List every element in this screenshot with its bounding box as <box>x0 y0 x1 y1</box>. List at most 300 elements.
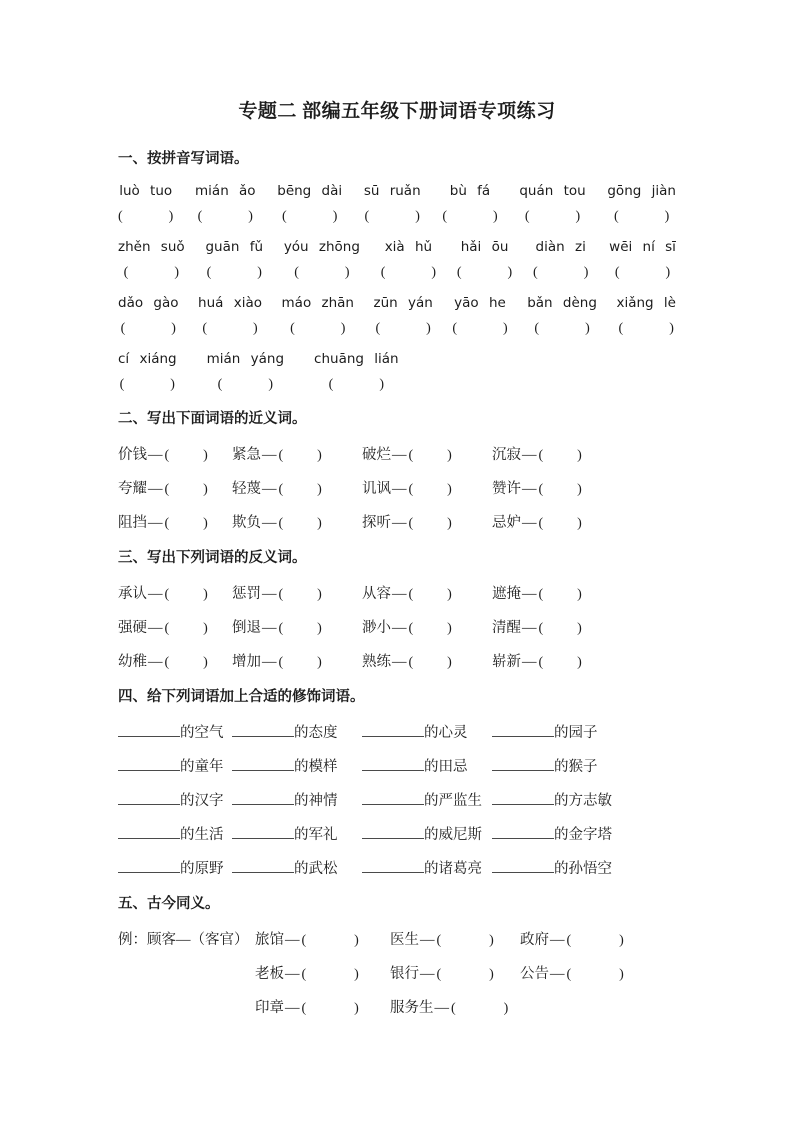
fill-in-blank-line <box>232 859 294 873</box>
pinyin-word: guān fǔ <box>205 239 264 255</box>
paren-open: ( <box>301 967 307 982</box>
modifier-item <box>492 755 676 776</box>
answer-blank <box>282 209 337 225</box>
paren-close: ) <box>170 377 175 392</box>
pinyin-word: yāo he <box>454 295 506 311</box>
section-5-heading: 五、古今同义。 <box>118 896 220 912</box>
dash: — <box>522 654 537 670</box>
paren-close: ) <box>447 587 452 602</box>
pinyin-row <box>118 351 676 393</box>
antonym-item <box>492 616 676 637</box>
pinyin-word: bǎn dèng <box>527 295 597 311</box>
noun-label: 的汉字 <box>180 793 224 809</box>
answer-blank <box>567 933 624 949</box>
paren-close: ) <box>489 933 494 948</box>
antonym-item <box>362 650 492 671</box>
answer-blank <box>202 321 257 337</box>
paren-open: ( <box>278 621 284 636</box>
paren-open: ( <box>538 448 544 463</box>
answer-blank <box>279 516 322 532</box>
paren-open: ( <box>164 655 170 670</box>
word-label: 医生 <box>390 932 419 948</box>
dash: — <box>262 481 277 497</box>
answer-blank <box>381 265 436 281</box>
paren-close: ) <box>431 265 437 280</box>
word-label: 沉寂 <box>492 447 521 463</box>
answer-blank <box>290 321 345 337</box>
word-row <box>118 511 676 532</box>
paren-open: ( <box>278 655 284 670</box>
dash: — <box>262 654 277 670</box>
answer-blank <box>539 448 582 464</box>
word-row <box>118 650 676 671</box>
modifier-item <box>362 789 492 810</box>
noun-label: 的模样 <box>294 759 338 775</box>
modifier-item <box>492 789 676 810</box>
pinyin-word-unit <box>118 351 177 393</box>
paren-close: ) <box>203 448 208 463</box>
word-label: 旅馆 <box>255 932 284 948</box>
modifier-row <box>118 755 676 776</box>
answer-blank <box>409 482 452 498</box>
modifier-item <box>362 721 492 742</box>
answer-blank <box>539 482 582 498</box>
paren-close: ) <box>171 321 176 336</box>
word-label: 政府 <box>520 932 549 948</box>
dash: — <box>262 447 277 463</box>
ancient-modern-item <box>255 928 390 949</box>
answer-blank <box>409 655 452 671</box>
paren-close: ) <box>665 265 671 280</box>
dash: — <box>420 966 435 982</box>
fill-in-blank-line <box>362 859 424 873</box>
paren-close: ) <box>317 655 322 670</box>
answer-blank <box>279 448 322 464</box>
modifier-item <box>232 721 362 742</box>
paren-open: ( <box>524 209 530 224</box>
pinyin-word-unit <box>442 183 497 225</box>
paren-close: ) <box>585 321 590 336</box>
synonym-item <box>362 477 492 498</box>
antonym-item <box>362 582 492 603</box>
paren-open: ( <box>120 321 126 336</box>
noun-label: 的诸葛亮 <box>424 861 482 877</box>
paren-open: ( <box>118 209 123 224</box>
pinyin-word: bēng dài <box>277 183 343 199</box>
antonym-item <box>492 582 676 603</box>
answer-blank <box>120 377 175 393</box>
antonym-item <box>118 582 232 603</box>
pinyin-word: dǎo gào <box>118 295 179 311</box>
pinyin-word: chuāng lián <box>314 351 399 367</box>
paren-open: ( <box>278 482 284 497</box>
pinyin-word-unit <box>452 295 507 337</box>
answer-blank <box>409 448 452 464</box>
fill-in-blank-line <box>118 825 180 839</box>
fill-in-blank-line <box>492 825 554 839</box>
word-label: 忌妒 <box>492 515 521 531</box>
paren-open: ( <box>451 1001 456 1016</box>
paren-close: ) <box>577 621 582 636</box>
paren-open: ( <box>164 516 170 531</box>
pinyin-word: máo zhān <box>281 295 354 311</box>
paren-open: ( <box>618 321 624 336</box>
paren-close: ) <box>317 587 322 602</box>
noun-label: 的金字塔 <box>554 827 612 843</box>
paren-close: ) <box>203 655 208 670</box>
paren-open: ( <box>301 1001 307 1016</box>
paren-close: ) <box>257 265 262 280</box>
paren-close: ) <box>168 209 174 224</box>
noun-label: 的猴子 <box>554 759 598 775</box>
paren-close: ) <box>317 621 322 636</box>
section-2-heading: 二、写出下面词语的近义词。 <box>118 411 307 427</box>
word-label: 公告 <box>520 966 549 982</box>
paren-open: ( <box>206 265 212 280</box>
pinyin-word-unit <box>616 295 676 337</box>
modifier-item <box>232 755 362 776</box>
pinyin-word-unit <box>118 183 173 225</box>
answer-blank <box>302 1001 359 1017</box>
word-label: 探听 <box>362 515 391 531</box>
paren-close: ) <box>268 377 273 392</box>
modifier-item <box>492 857 676 878</box>
dash: — <box>522 620 537 636</box>
paren-close: ) <box>426 321 431 336</box>
answer-blank <box>539 655 582 671</box>
dash: — <box>522 586 537 602</box>
word-label: 赞许 <box>492 481 521 497</box>
answer-blank <box>165 482 208 498</box>
modifier-item <box>492 721 676 742</box>
paren-close: ) <box>503 321 508 336</box>
pinyin-word: xià hǔ <box>384 239 433 255</box>
paren-close: ) <box>332 209 338 224</box>
pinyin-word: bù fá <box>449 183 491 199</box>
paren-open: ( <box>533 265 538 280</box>
paren-close: ) <box>248 209 253 224</box>
dash: — <box>148 620 163 636</box>
paren-close: ) <box>447 655 452 670</box>
paren-close: ) <box>203 587 208 602</box>
section-4-heading: 四、给下列词语加上合适的修饰词语。 <box>118 689 365 705</box>
paren-close: ) <box>447 482 452 497</box>
paren-open: ( <box>282 209 287 224</box>
answer-blank <box>525 209 580 225</box>
word-label: 强硬 <box>118 620 147 636</box>
paren-open: ( <box>217 377 223 392</box>
word-label: 印章 <box>255 1000 284 1016</box>
paren-close: ) <box>619 933 624 948</box>
synonym-item <box>492 511 676 532</box>
paren-open: ( <box>278 448 284 463</box>
modifier-row <box>118 789 676 810</box>
paren-open: ( <box>566 967 572 982</box>
dash: — <box>148 515 163 531</box>
noun-label: 的心灵 <box>424 725 468 741</box>
paren-open: ( <box>197 209 203 224</box>
ancient-modern-item <box>255 962 390 983</box>
ancient-modern-item <box>520 928 676 949</box>
synonym-item <box>118 443 232 464</box>
pinyin-word: zūn yán <box>373 295 433 311</box>
modifier-row <box>118 721 676 742</box>
dash: — <box>262 515 277 531</box>
word-label: 紧急 <box>232 447 261 463</box>
pinyin-word: hǎi ōu <box>460 239 509 255</box>
modifier-item <box>118 755 232 776</box>
noun-label: 的武松 <box>294 861 338 877</box>
pinyin-word-unit <box>533 239 588 281</box>
paren-close: ) <box>379 377 384 392</box>
paren-close: ) <box>415 209 420 224</box>
paren-close: ) <box>575 209 581 224</box>
synonym-item <box>492 477 676 498</box>
answer-blank <box>539 621 582 637</box>
word-label: 服务生 <box>390 1000 434 1016</box>
fill-in-blank-line <box>492 791 554 805</box>
ancient-modern-row <box>118 996 676 1017</box>
paren-open: ( <box>408 587 414 602</box>
word-label: 幼稚 <box>118 654 147 670</box>
dash: — <box>420 932 435 948</box>
noun-label: 的严监生 <box>424 793 482 809</box>
paren-open: ( <box>294 265 299 280</box>
answer-blank <box>294 265 349 281</box>
pinyin-word-unit <box>198 295 262 337</box>
noun-label: 的军礼 <box>294 827 338 843</box>
paren-close: ) <box>317 448 322 463</box>
answer-blank <box>567 967 624 983</box>
fill-in-blank-line <box>492 859 554 873</box>
pinyin-word: mián ǎo <box>195 183 256 199</box>
pinyin-word-unit <box>277 183 342 225</box>
modifier-item <box>232 823 362 844</box>
paren-close: ) <box>577 655 582 670</box>
answer-blank <box>437 933 494 949</box>
paren-close: ) <box>447 516 452 531</box>
word-label: 从容 <box>362 586 391 602</box>
pinyin-word: yóu zhōng <box>283 239 360 255</box>
dash: — <box>285 966 300 982</box>
paren-open: ( <box>278 587 284 602</box>
word-label: 欺负 <box>232 515 261 531</box>
paren-close: ) <box>354 1001 359 1016</box>
answer-blank <box>279 587 322 603</box>
answer-blank <box>207 265 262 281</box>
modifier-item <box>492 823 676 844</box>
word-label: 崭新 <box>492 654 521 670</box>
fill-in-blank-line <box>118 791 180 805</box>
fill-in-blank-line <box>118 723 180 737</box>
paren-open: ( <box>436 967 442 982</box>
answer-blank <box>451 1001 508 1017</box>
paren-open: ( <box>408 482 414 497</box>
noun-label: 的空气 <box>180 725 224 741</box>
paren-open: ( <box>164 448 170 463</box>
ancient-modern-item <box>390 928 520 949</box>
fill-in-blank-line <box>232 825 294 839</box>
answer-blank <box>302 933 359 949</box>
word-row <box>118 477 676 498</box>
answer-blank <box>539 516 582 532</box>
fill-in-blank-line <box>232 723 294 737</box>
fill-in-blank-line <box>492 723 554 737</box>
ancient-modern-exercise <box>118 928 676 1017</box>
pinyin-word: diàn zi <box>535 239 586 255</box>
noun-label: 的孙悟空 <box>554 861 612 877</box>
dash: — <box>262 620 277 636</box>
example-item: 例：顾客—（客官） <box>118 932 249 948</box>
ancient-modern-row <box>118 962 676 983</box>
dash: — <box>392 447 407 463</box>
paren-close: ) <box>174 265 179 280</box>
modifier-item <box>232 789 362 810</box>
answer-blank <box>409 621 452 637</box>
dash: — <box>550 932 565 948</box>
answer-blank <box>619 321 674 337</box>
answer-blank <box>437 967 494 983</box>
paren-open: ( <box>375 321 381 336</box>
answer-blank <box>457 265 512 281</box>
pinyin-word-unit <box>457 239 512 281</box>
paren-close: ) <box>344 265 350 280</box>
noun-label: 的童年 <box>180 759 224 775</box>
word-label: 惩罚 <box>232 586 261 602</box>
paren-open: ( <box>538 655 544 670</box>
paren-close: ) <box>203 516 208 531</box>
pinyin-row <box>118 183 676 225</box>
paren-open: ( <box>408 516 414 531</box>
paren-open: ( <box>456 265 462 280</box>
pinyin-word-unit <box>195 183 256 225</box>
word-label: 轻蔑 <box>232 481 261 497</box>
modifier-item <box>118 789 232 810</box>
modifier-item <box>118 857 232 878</box>
paren-open: ( <box>328 377 334 392</box>
synonym-item <box>492 443 676 464</box>
noun-label: 的神情 <box>294 793 338 809</box>
pinyin-row <box>118 295 676 337</box>
dash: — <box>392 481 407 497</box>
dash: — <box>148 447 163 463</box>
antonym-item <box>118 650 232 671</box>
answer-blank <box>279 655 322 671</box>
modifier-item <box>118 823 232 844</box>
word-label: 渺小 <box>362 620 391 636</box>
paren-open: ( <box>538 516 544 531</box>
paren-open: ( <box>119 377 125 392</box>
antonym-item <box>118 616 232 637</box>
pinyin-word: zhěn suǒ <box>118 239 185 255</box>
paren-open: ( <box>164 587 170 602</box>
paren-close: ) <box>317 482 322 497</box>
antonym-exercise <box>118 582 676 671</box>
paren-open: ( <box>538 587 544 602</box>
pinyin-word-unit <box>381 239 436 281</box>
answer-blank <box>409 516 452 532</box>
ancient-modern-row <box>118 928 676 949</box>
modifier-exercise <box>118 721 676 878</box>
answer-blank <box>124 265 179 281</box>
pinyin-word-unit <box>284 239 360 281</box>
word-row <box>118 443 676 464</box>
fill-in-blank-line <box>362 825 424 839</box>
answer-blank <box>165 516 208 532</box>
word-label: 银行 <box>390 966 419 982</box>
paren-close: ) <box>492 209 498 224</box>
word-label: 夸耀 <box>118 481 147 497</box>
answer-blank <box>165 587 208 603</box>
paren-close: ) <box>340 321 346 336</box>
dash: — <box>285 932 300 948</box>
answer-blank <box>198 209 253 225</box>
paren-open: ( <box>613 209 619 224</box>
paren-close: ) <box>577 516 582 531</box>
paren-open: ( <box>614 265 620 280</box>
modifier-row <box>118 857 676 878</box>
paren-close: ) <box>203 482 208 497</box>
ancient-modern-item <box>520 962 676 983</box>
word-label: 价钱 <box>118 447 147 463</box>
dash: — <box>392 654 407 670</box>
antonym-item <box>362 616 492 637</box>
pinyin-row <box>118 239 676 281</box>
dash: — <box>392 586 407 602</box>
paren-open: ( <box>202 321 207 336</box>
answer-blank <box>218 377 273 393</box>
dash: — <box>392 620 407 636</box>
answer-blank <box>165 448 208 464</box>
pinyin-word-unit <box>607 183 676 225</box>
paren-close: ) <box>253 321 258 336</box>
pinyin-word-unit <box>527 295 597 337</box>
fill-in-blank-line <box>362 723 424 737</box>
word-label: 熟练 <box>362 654 391 670</box>
dash: — <box>148 654 163 670</box>
paren-open: ( <box>408 655 414 670</box>
answer-blank <box>533 265 588 281</box>
pinyin-word: wēi ní sī <box>609 239 676 255</box>
word-label: 阻挡 <box>118 515 147 531</box>
paren-close: ) <box>447 448 452 463</box>
paren-close: ) <box>354 967 359 982</box>
pinyin-word-unit <box>118 295 179 337</box>
paren-open: ( <box>452 321 458 336</box>
noun-label: 的田忌 <box>424 759 468 775</box>
paren-open: ( <box>164 482 170 497</box>
paren-close: ) <box>447 621 452 636</box>
answer-blank <box>409 587 452 603</box>
modifier-row <box>118 823 676 844</box>
synonym-item <box>232 511 362 532</box>
paren-open: ( <box>538 482 544 497</box>
synonym-item <box>362 443 492 464</box>
paren-open: ( <box>408 448 414 463</box>
paren-open: ( <box>301 933 307 948</box>
modifier-item <box>232 857 362 878</box>
pinyin-word-unit <box>282 295 354 337</box>
dash: — <box>148 586 163 602</box>
answer-blank <box>121 321 176 337</box>
pinyin-word: gōng jiàn <box>607 183 676 199</box>
noun-label: 的态度 <box>294 725 338 741</box>
pinyin-word: sū ruǎn <box>363 183 421 199</box>
dash: — <box>550 966 565 982</box>
ancient-modern-item <box>390 996 520 1017</box>
paren-open: ( <box>380 265 386 280</box>
antonym-item <box>232 650 362 671</box>
